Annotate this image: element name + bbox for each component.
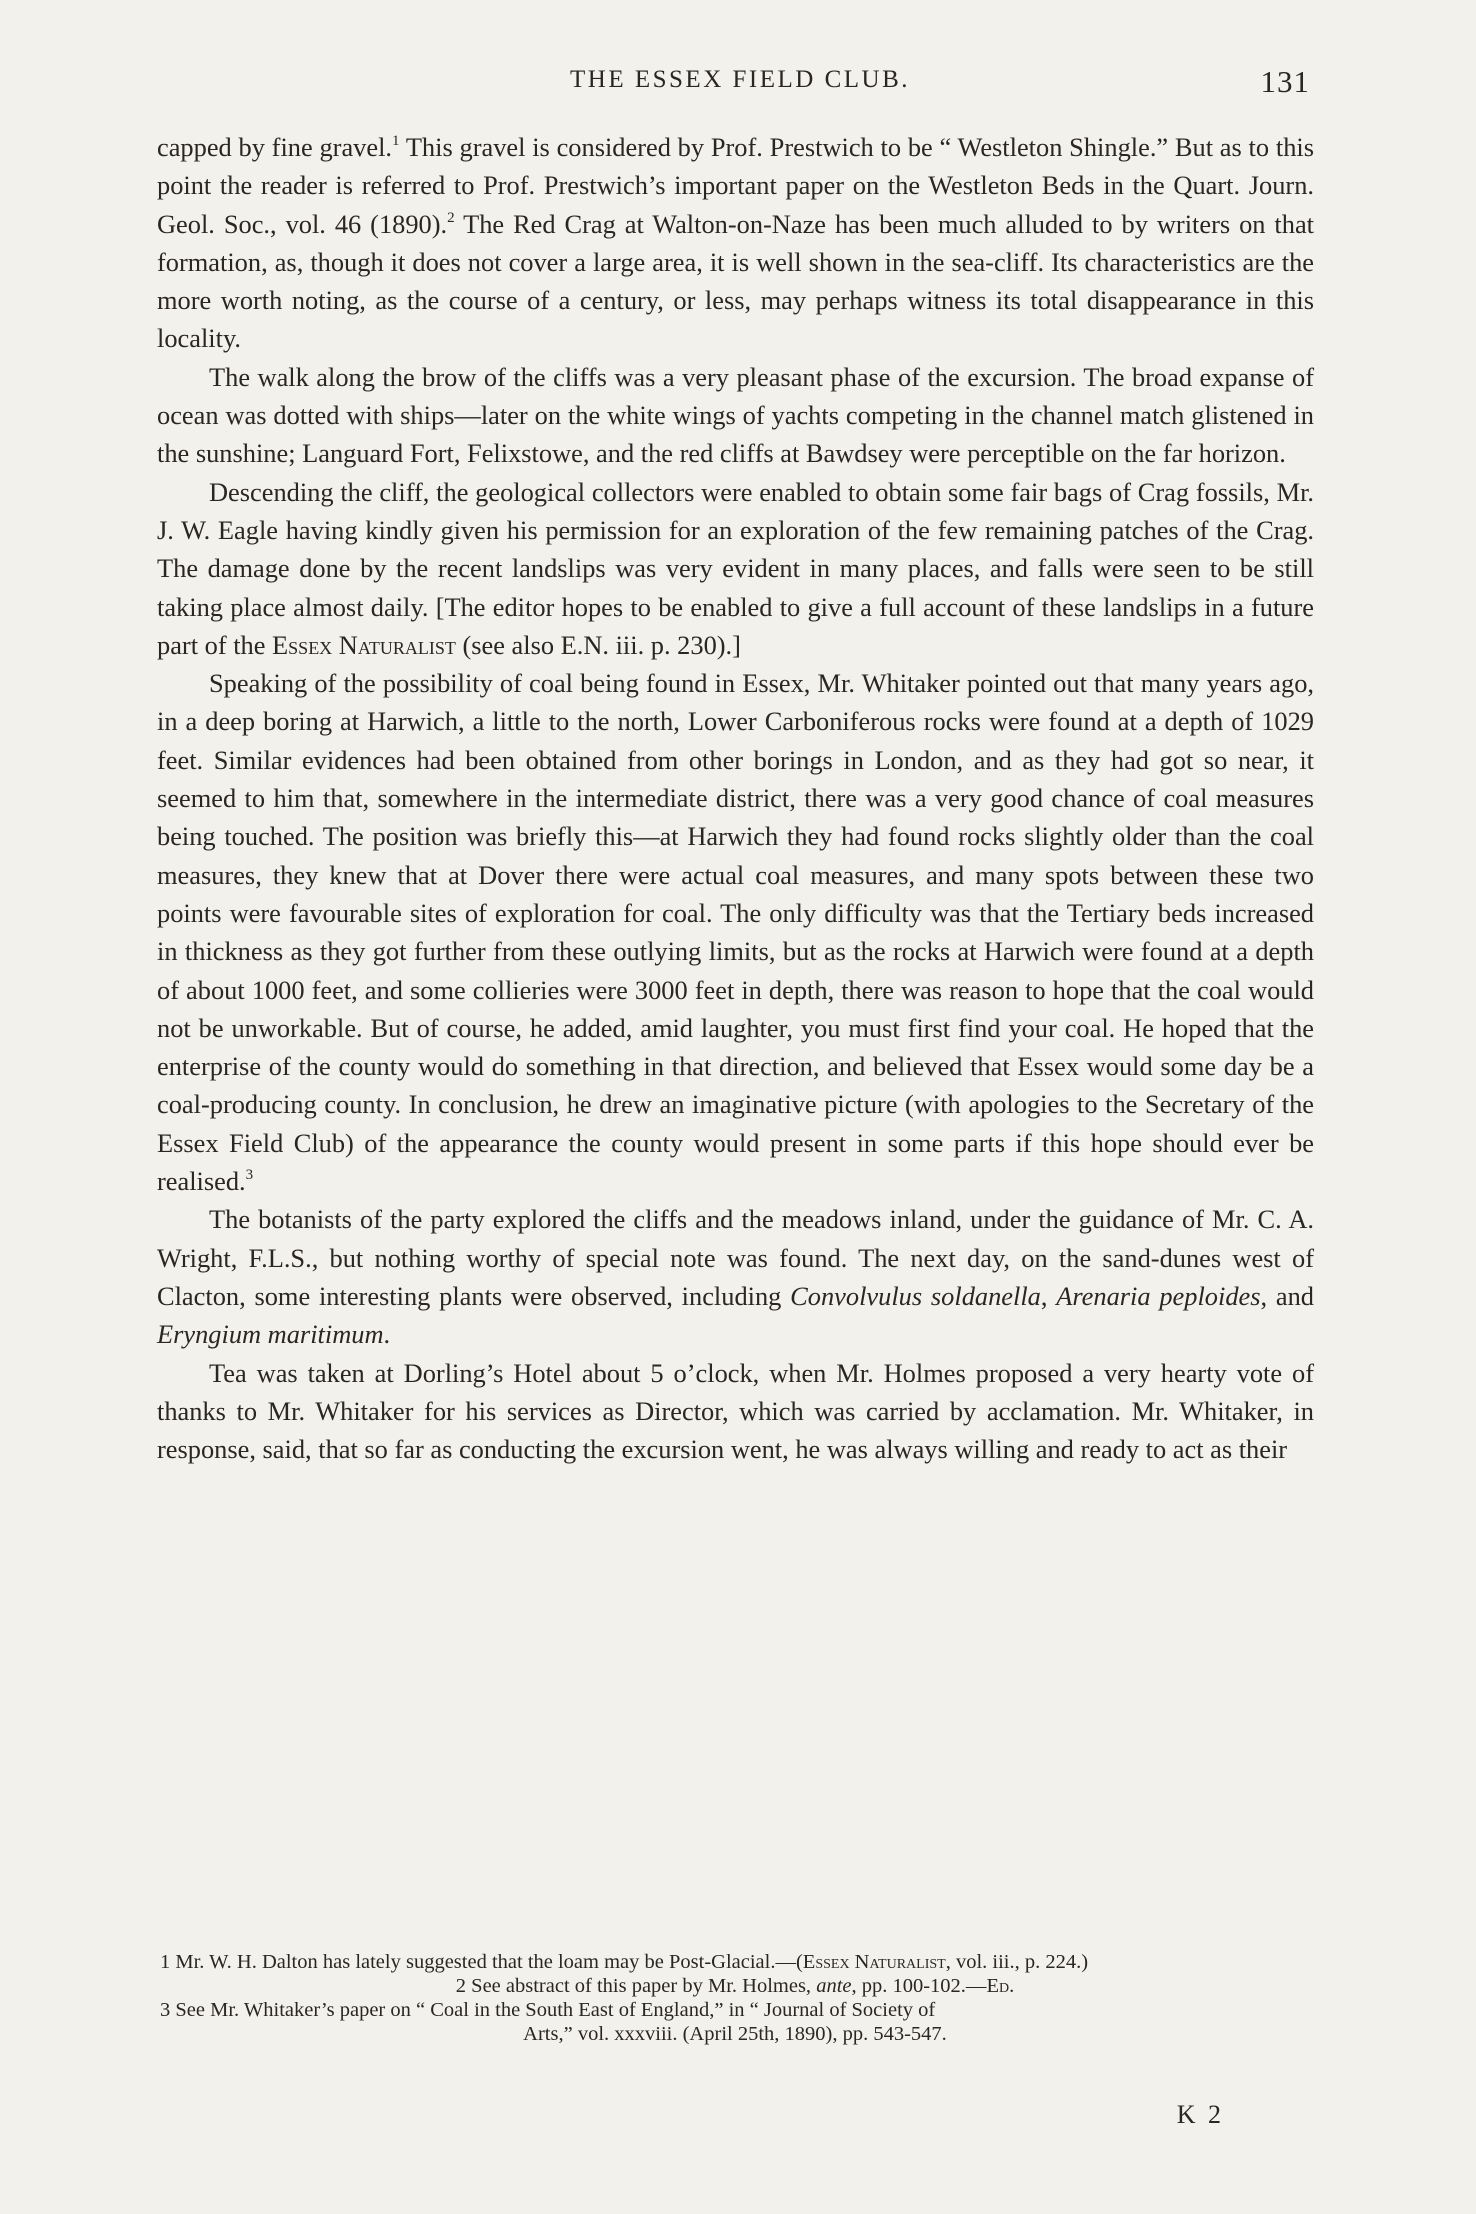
footnote-3-continued: Arts,” vol. xxxviii. (April 25th, 1890), pp. 543-547.	[523, 2023, 947, 2045]
paragraph-tea: Tea was taken at Dorling’s Hotel about 5 o’clock, when Mr. Holmes proposed a very hearty vote of thanks to Mr. Whitaker for his services as Director, which was carried by acclamation. Mr. Whitaker, in response, said, that so far as conducting the excursion went, he was always willing and ready to act as their	[157, 1357, 1314, 1465]
footnote-ref-1: 1	[392, 133, 400, 149]
text-run: , and	[1260, 1280, 1314, 1311]
text-run: .	[383, 1319, 391, 1350]
paragraph-landslips	[157, 473, 1314, 664]
text-run: (see also E.N. iii. p. 230).]	[455, 629, 741, 660]
text-run: capped by fine gravel.	[157, 132, 393, 162]
plant-name: Eryngium maritimum	[157, 1319, 384, 1350]
text-run: This gravel is considered by Prof. Prestwich to be “ Westleton Shingle.” But as to this point the reader is referred to Prof. Prestwich’s important paper on the Westleton Beds in the Quart. Journ. Geol. Soc., vol. 46 (1890).	[157, 132, 1314, 239]
footnote-1	[160, 1950, 1310, 1974]
emphasis: ante	[816, 1975, 852, 1997]
publication-name: Essex Naturalist	[272, 629, 456, 660]
paragraph-coal	[157, 664, 1314, 1200]
editor-mark: Ed.	[986, 1975, 1015, 1997]
paragraph-botanists	[157, 1200, 1314, 1353]
text-run: Mr. W. H. Dalton has lately suggested that the loam may be Post-Glacial.—(	[170, 1951, 803, 1973]
signature-mark: K 2	[1176, 2100, 1224, 2129]
footnote-marker: 2	[455, 1975, 467, 1997]
footnotes	[160, 1950, 1310, 2046]
plant-name: Arenaria peploides	[1056, 1280, 1261, 1311]
body-text	[157, 128, 1314, 1468]
text-run: The Red Crag at Walton-on-Naze has been much alluded to by writers on that formation, as, though it does not cover a large area, it is well shown in the sea-cliff. Its characteristics are the more worth noting, as the course of a century, or less, may perhaps witness its total disappearance in this locality.	[157, 208, 1314, 354]
paragraph-red-crag	[157, 128, 1314, 358]
footnote-marker: 1	[160, 1951, 171, 1973]
footnote-ref-2: 2	[447, 209, 455, 226]
text-run: Descending the cliff, the geological collectors were enabled to obtain some fair bags of Crag fossils, Mr. J. W. Eagle having kindly given his permission for an exploration of the few remaining patches of the Crag. The damage done by the recent landslips was very evident in many places, and falls were seen to be still taking place almost daily. [The editor hopes to be enabled to give a full account of these landslips in a future part of the	[157, 476, 1314, 660]
plant-name: Convolvulus soldanella	[790, 1280, 1041, 1311]
text-run: The botanists of the party explored the cliffs and the meadows inland, under the guidance of Mr. C. A. Wright, F.L.S., but nothing worthy of special note was found. The next day, on the sand-dunes west of Clacton, some interesting plants were observed, including	[157, 1204, 1314, 1311]
footnote-3	[160, 1998, 1310, 2022]
text-run: Speaking of the possibility of coal being found in Essex, Mr. Whitaker pointed out that many years ago, in a deep boring at Harwich, a little to the north, Lower Carboniferous rocks were found at a depth of 1029 feet. Similar evidences had been obtained from other borings in London, and as they had got so near, it seemed to him that, somewhere in the intermediate district, there was a very good chance of coal measures being touched. The position was briefly this—at Harwich they had found rocks slightly older than the coal measures, they knew that at Dover there were actual coal measures, and many spots between these two points were favourable sites of exploration for coal. The only difficulty was that the Tertiary beds increased in thickness as they got further from these outlying limits, but as the rocks at Harwich were found at a depth of about 1000 feet, and some collieries were 3000 feet in depth, there was reason to hope that the coal would not be unworkable. But of course, he added, amid laughter, you must first find your coal. He hoped that the enterprise of the county would do something in that direction, and believed that Essex would some day be a coal-producing county. In conclusion, he drew an imaginative picture (with apologies to the Secretary of the Essex Field Club) of the appearance the county would present in some parts if this hope should ever be realised.	[157, 668, 1314, 1197]
text-run: See Mr. Whitaker’s paper on “ Coal in the South East of England,” in “ Journal of Society of	[170, 1999, 936, 2021]
page-number: 131	[1260, 64, 1310, 99]
running-title: THE ESSEX FIELD CLUB.	[570, 66, 910, 93]
text-run: ,	[1040, 1280, 1057, 1311]
running-head	[160, 58, 1320, 108]
publication-name: Essex Naturalist	[802, 1951, 946, 1973]
text-run: , pp. 100-102.—	[851, 1975, 987, 1997]
text-run: See abstract of this paper by Mr. Holmes,	[466, 1975, 817, 1997]
paragraph-cliff-walk: The walk along the brow of the cliffs was a very pleasant phase of the excursion. The broad expanse of ocean was dotted with ships—later on the white wings of yachts competing in the channel match glistened in the sunshine; Languard Fort, Felixstowe, and the red cliffs at Bawdsey were perceptible on the far horizon.	[157, 361, 1314, 469]
footnote-marker: 3	[160, 1999, 171, 2021]
footnote-2	[160, 1974, 1310, 1998]
footnote-ref-3: 3	[245, 1167, 254, 1184]
text-run: , vol. iii., p. 224.)	[945, 1951, 1089, 1973]
